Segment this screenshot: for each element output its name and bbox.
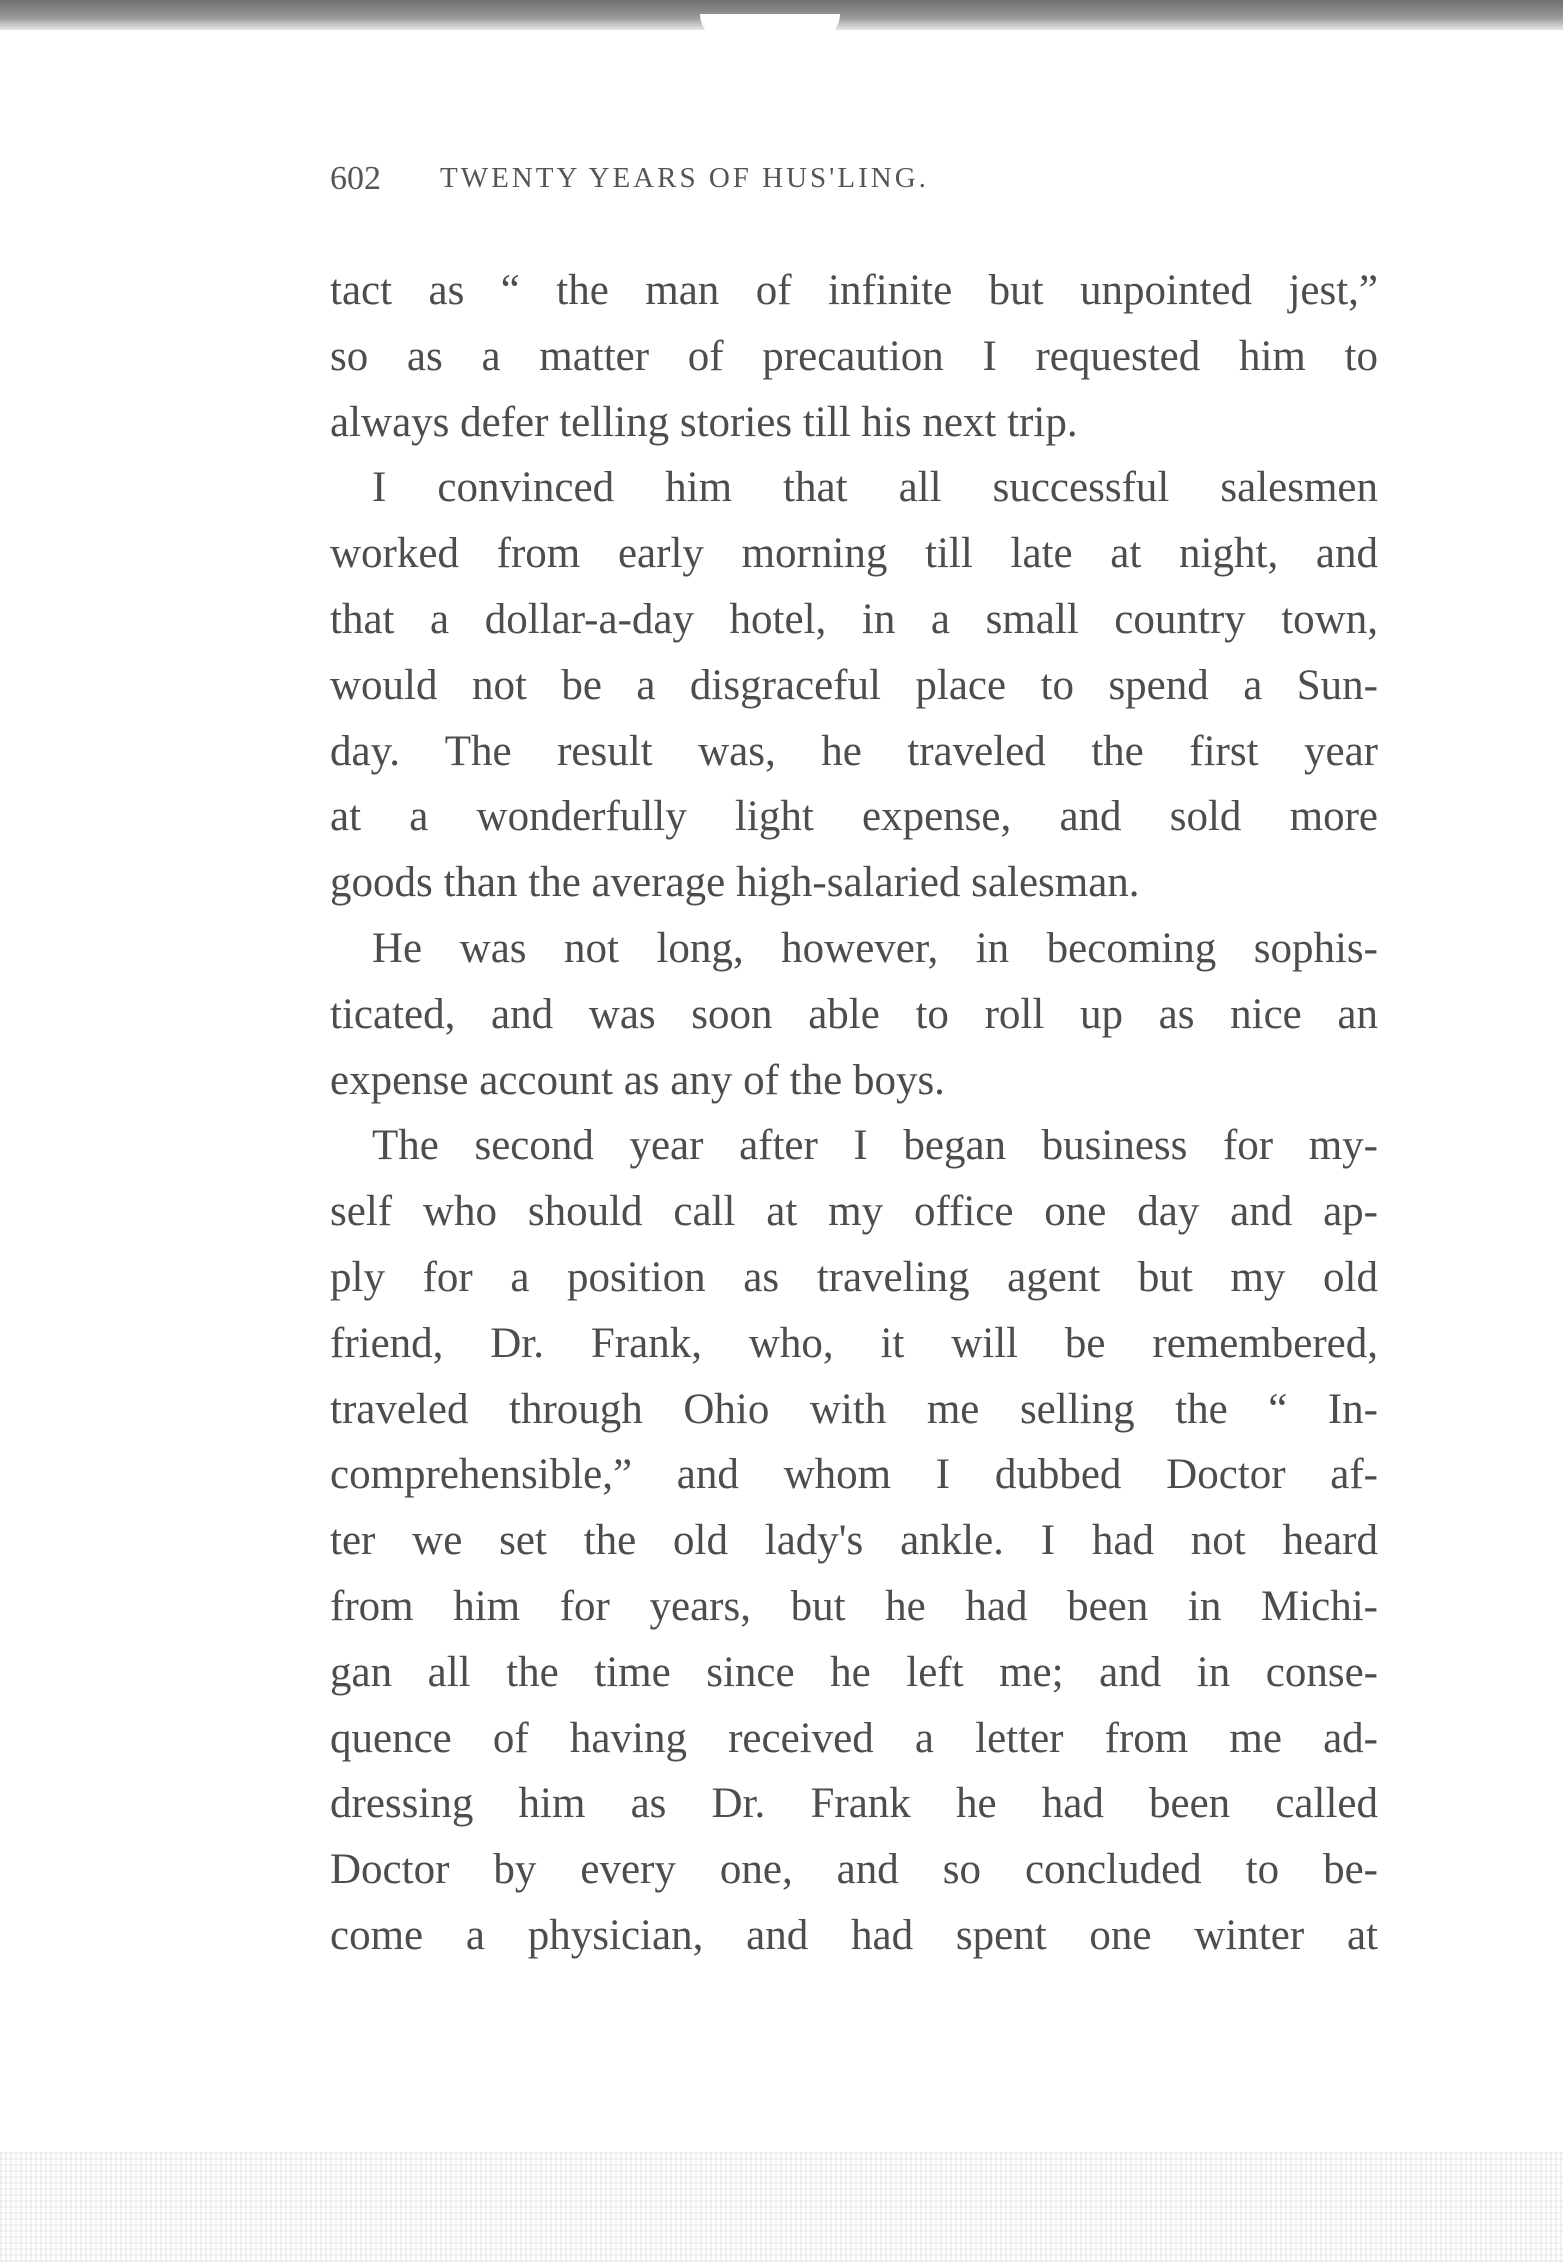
text-line: would not be a disgraceful place to spend a Sun- — [330, 661, 1378, 709]
text-line: so as a matter of precaution I requested him to — [330, 332, 1378, 380]
text-line: Doctor by every one, and so concluded to be- — [330, 1846, 1378, 1894]
running-header — [330, 160, 1380, 210]
text-line: I convinced him that all successful salesmen — [372, 464, 1378, 512]
scan-top-edge — [0, 0, 1563, 30]
text-line: friend, Dr. Frank, who, it will be remembered, — [330, 1319, 1378, 1367]
text-line: expense account as any of the boys. — [330, 1056, 945, 1104]
text-line: come a physician, and had spent one winter at — [330, 1911, 1378, 1959]
text-line: worked from early morning till late at night, and — [330, 530, 1378, 578]
scan-bottom-noise — [0, 2152, 1563, 2262]
text-line: that a dollar-a-day hotel, in a small country town, — [330, 595, 1378, 643]
text-line: ticated, and was soon able to roll up as nice an — [330, 990, 1378, 1038]
text-line: self who should call at my office one day and ap- — [330, 1188, 1378, 1236]
text-line: tact as “ the man of infinite but unpointed jest,” — [330, 267, 1378, 314]
text-line: goods than the average high-salaried salesman. — [330, 859, 1140, 907]
body-text — [330, 258, 1378, 1969]
text-line: The second year after I began business for my- — [372, 1122, 1378, 1170]
text-line: day. The result was, he traveled the first year — [330, 727, 1378, 775]
text-line: ter we set the old lady's ankle. I had not heard — [330, 1517, 1378, 1565]
text-line: from him for years, but he had been in Michi- — [330, 1582, 1378, 1630]
scan-notch — [700, 14, 840, 40]
text-line: ply for a position as traveling agent but my old — [330, 1253, 1378, 1301]
running-title: TWENTY YEARS OF HUS'LING. — [440, 162, 929, 194]
text-line: dressing him as Dr. Frank he had been called — [330, 1780, 1378, 1828]
text-line: comprehensible,” and whom I dubbed Doctor af- — [330, 1451, 1378, 1499]
text-line: He was not long, however, in becoming sophis- — [372, 924, 1378, 972]
text-line: quence of having received a letter from me ad- — [330, 1714, 1378, 1762]
text-line: at a wonderfully light expense, and sold more — [330, 793, 1378, 841]
text-line: always defer telling stories till his next trip. — [330, 398, 1078, 446]
page-number: 602 — [330, 160, 381, 197]
text-line: traveled through Ohio with me selling the “ In- — [330, 1385, 1378, 1433]
text-line: gan all the time since he left me; and in conse- — [330, 1648, 1378, 1696]
